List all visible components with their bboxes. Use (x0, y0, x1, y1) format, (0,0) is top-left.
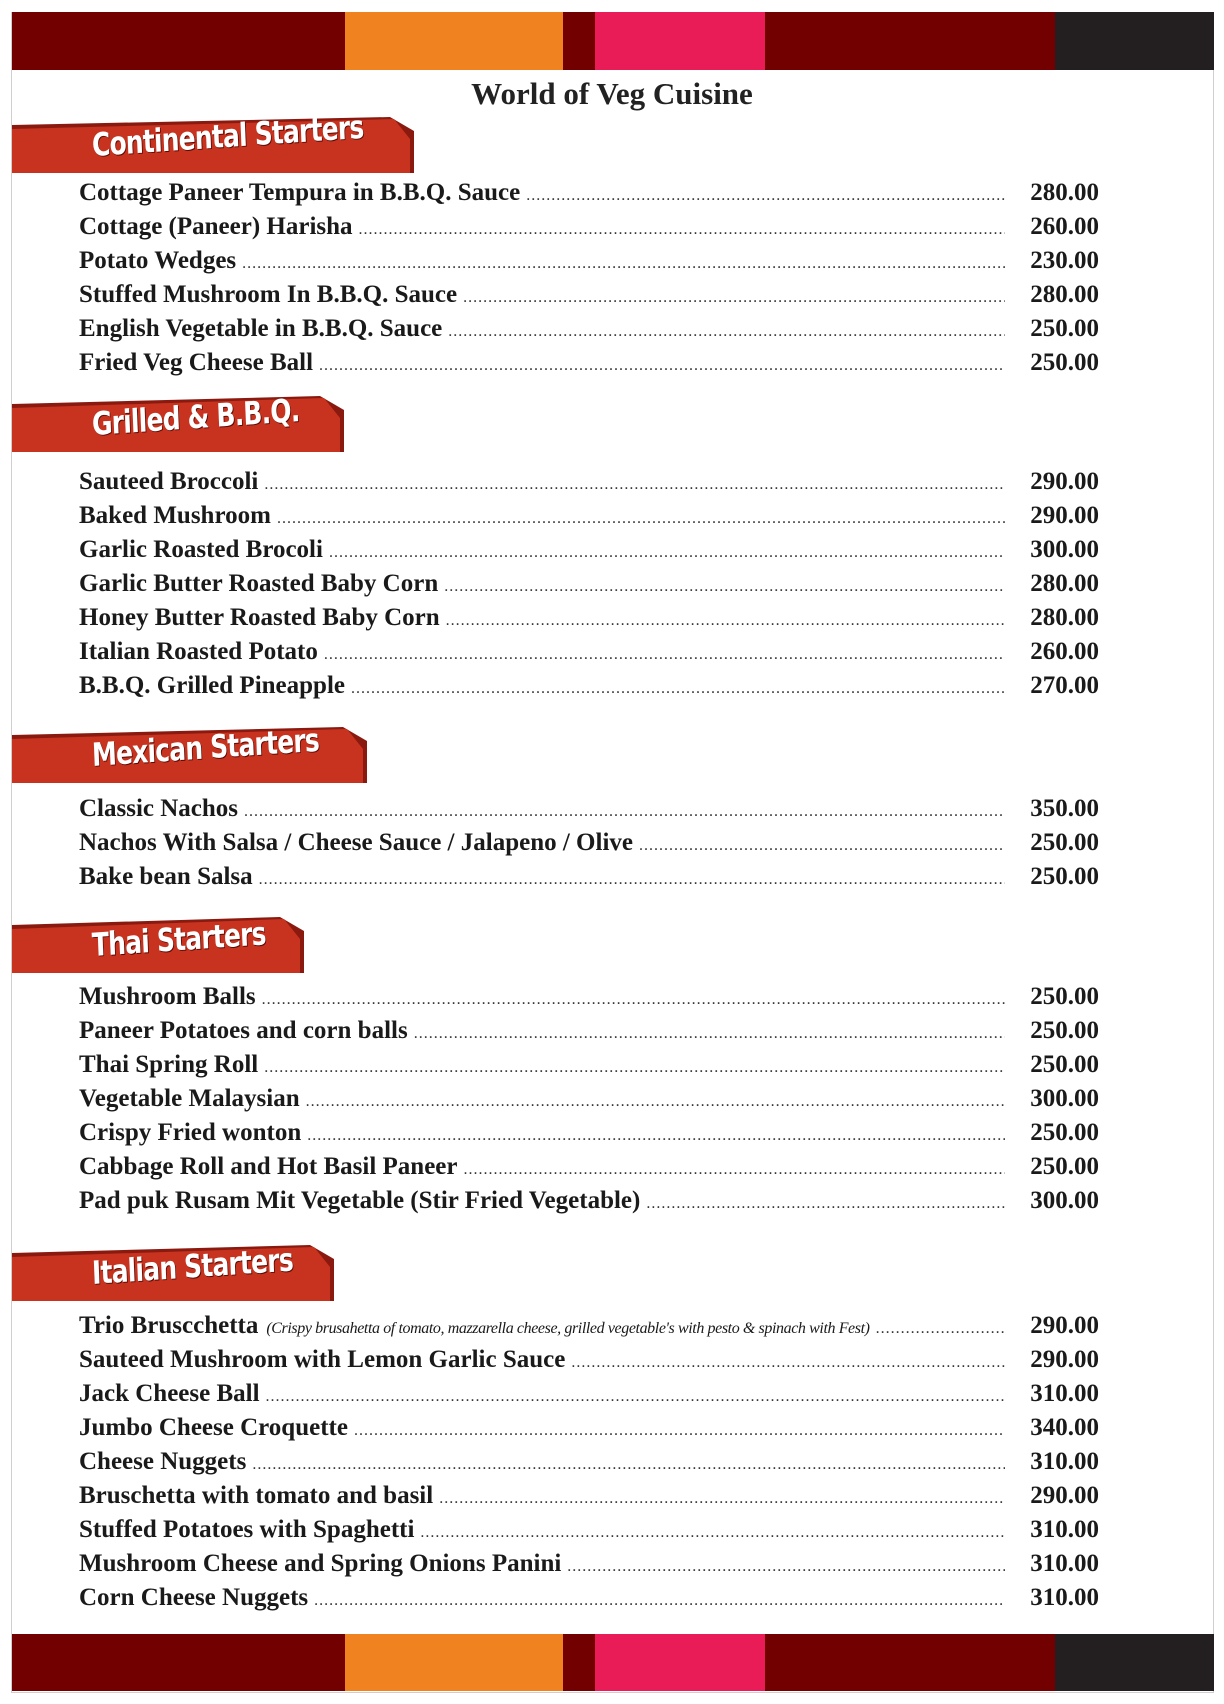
dot-leader (526, 187, 1005, 205)
item-price: 250.00 (1030, 349, 1099, 376)
section-items-continental (79, 179, 1099, 383)
menu-item (79, 795, 1099, 829)
item-name: Trio Bruscchetta (79, 1312, 259, 1339)
item-price: 300.00 (1030, 536, 1099, 563)
dot-leader (464, 1161, 1006, 1179)
dot-leader (446, 612, 1005, 630)
bar-segment-orange (345, 12, 563, 70)
item-name: Classic Nachos (79, 795, 239, 822)
item-name: Baked Mushroom (79, 502, 271, 529)
section-banner-mexican (12, 720, 367, 783)
menu-item (79, 179, 1099, 213)
item-name: Bake bean Salsa (79, 863, 253, 890)
menu-item (79, 1346, 1099, 1380)
item-price: 290.00 (1030, 468, 1099, 495)
item-price: 290.00 (1030, 1346, 1099, 1373)
menu-item (79, 247, 1099, 281)
menu-item (79, 1380, 1099, 1414)
item-name: Cabbage Roll and Hot Basil Paneer (79, 1153, 458, 1180)
item-price: 250.00 (1030, 1153, 1099, 1180)
item-name: Pad puk Rusam Mit Vegetable (Stir Fried Vegetable) (79, 1187, 641, 1214)
menu-item (79, 1153, 1099, 1187)
menu-item (79, 1051, 1099, 1085)
bar-segment-maroon (12, 12, 345, 70)
dot-leader (242, 255, 1005, 273)
menu-item (79, 638, 1099, 672)
bottom-color-bar (12, 1634, 1214, 1691)
section-banner-grilled (12, 391, 344, 452)
item-name: Italian Roasted Potato (79, 638, 318, 665)
item-name: Sauteed Broccoli (79, 468, 259, 495)
bar-segment-dark (1055, 1634, 1214, 1691)
menu-item (79, 349, 1099, 383)
dot-leader (354, 1422, 1005, 1440)
section-items-italian (79, 1312, 1099, 1618)
dot-leader (359, 221, 1005, 239)
item-name: Crispy Fried wonton (79, 1119, 302, 1146)
bar-segment-dark (1055, 12, 1214, 70)
bar-segment-pink (595, 1634, 765, 1691)
section-banner-thai (12, 914, 304, 973)
item-price: 250.00 (1030, 983, 1099, 1010)
item-name: B.B.Q. Grilled Pineapple (79, 672, 345, 699)
item-price: 310.00 (1030, 1380, 1099, 1407)
menu-item (79, 213, 1099, 247)
dot-leader (646, 1195, 1005, 1213)
item-name: Paneer Potatoes and corn balls (79, 1017, 408, 1044)
item-price: 310.00 (1030, 1584, 1099, 1611)
item-price: 290.00 (1030, 502, 1099, 529)
item-price: 340.00 (1030, 1414, 1099, 1441)
menu-item (79, 1448, 1099, 1482)
menu-item (79, 281, 1099, 315)
item-price: 310.00 (1030, 1448, 1099, 1475)
item-price: 230.00 (1030, 247, 1099, 274)
bar-segment-maroon (765, 1634, 1055, 1691)
item-price: 280.00 (1030, 179, 1099, 206)
menu-item (79, 672, 1099, 706)
dot-leader (319, 357, 1005, 375)
dot-leader (277, 510, 1005, 528)
section-items-grilled (79, 468, 1099, 706)
menu-item (79, 1550, 1099, 1584)
menu-item (79, 983, 1099, 1017)
item-name: Mushroom Cheese and Spring Onions Panini (79, 1550, 562, 1577)
menu-item (79, 1584, 1099, 1618)
item-price: 280.00 (1030, 281, 1099, 308)
item-price: 250.00 (1030, 315, 1099, 342)
bar-segment-orange (345, 1634, 563, 1691)
item-name: Honey Butter Roasted Baby Corn (79, 604, 440, 631)
menu-item (79, 1119, 1099, 1153)
item-price: 250.00 (1030, 1017, 1099, 1044)
menu-item (79, 1017, 1099, 1051)
item-price: 270.00 (1030, 672, 1099, 699)
item-price: 290.00 (1030, 1482, 1099, 1509)
menu-item (79, 315, 1099, 349)
menu-item (79, 570, 1099, 604)
bar-segment-maroon (563, 1634, 595, 1691)
item-name: Cottage Paneer Tempura in B.B.Q. Sauce (79, 179, 521, 206)
item-name: Fried Veg Cheese Ball (79, 349, 314, 376)
menu-item (79, 829, 1099, 863)
item-name: Garlic Butter Roasted Baby Corn (79, 570, 439, 597)
dot-leader (448, 323, 1005, 341)
item-price: 300.00 (1030, 1187, 1099, 1214)
menu-item (79, 1414, 1099, 1448)
dot-leader (329, 544, 1005, 562)
dot-leader (414, 1025, 1005, 1043)
page-title: World of Veg Cuisine (471, 76, 753, 111)
item-price: 250.00 (1030, 1051, 1099, 1078)
menu-item (79, 604, 1099, 638)
dot-leader (351, 680, 1005, 698)
dot-leader (244, 803, 1005, 821)
menu-item (79, 1482, 1099, 1516)
menu-item (79, 468, 1099, 502)
item-price: 300.00 (1030, 1085, 1099, 1112)
dot-leader (264, 476, 1005, 494)
item-price: 280.00 (1030, 604, 1099, 631)
item-name: Sauteed Mushroom with Lemon Garlic Sauce (79, 1346, 566, 1373)
menu-item (79, 1312, 1099, 1346)
bar-segment-maroon (563, 12, 595, 70)
item-price: 250.00 (1030, 863, 1099, 890)
item-price: 290.00 (1030, 1312, 1099, 1339)
item-name: Potato Wedges (79, 247, 237, 274)
section-items-thai (79, 983, 1099, 1221)
top-color-bar (12, 12, 1214, 70)
dot-leader (266, 1388, 1005, 1406)
section-title: Continental Starters (91, 107, 365, 164)
item-price: 250.00 (1030, 1119, 1099, 1146)
dot-leader (639, 837, 1005, 855)
item-name: Bruschetta with tomato and basil (79, 1482, 434, 1509)
item-description: (Crispy brusahetta of tomato, mazzarella cheese, grilled vegetable's with pesto & spinach with Fest) (266, 1320, 870, 1337)
dot-leader (324, 646, 1005, 664)
dot-leader (567, 1558, 1005, 1576)
item-price: 310.00 (1030, 1550, 1099, 1577)
bar-segment-maroon (765, 12, 1055, 70)
dot-leader (262, 991, 1005, 1009)
menu-item (79, 1187, 1099, 1221)
item-price: 250.00 (1030, 829, 1099, 856)
section-banner-continental (12, 107, 414, 173)
dot-leader (259, 871, 1005, 889)
section-items-mexican (79, 795, 1099, 897)
dot-leader (444, 578, 1005, 596)
item-name: Garlic Roasted Brocoli (79, 536, 323, 563)
dot-leader (306, 1093, 1005, 1111)
menu-item (79, 536, 1099, 570)
section-title: Mexican Starters (91, 720, 320, 774)
dot-leader (439, 1490, 1005, 1508)
item-name: Cheese Nuggets (79, 1448, 247, 1475)
menu-item (79, 502, 1099, 536)
item-name: Cottage (Paneer) Harisha (79, 213, 353, 240)
item-name: Jumbo Cheese Croquette (79, 1414, 348, 1441)
item-name: English Vegetable in B.B.Q. Sauce (79, 315, 443, 342)
item-name: Corn Cheese Nuggets (79, 1584, 309, 1611)
menu-item (79, 1516, 1099, 1550)
section-title: Thai Starters (91, 914, 267, 964)
item-price: 350.00 (1030, 795, 1099, 822)
item-name: Thai Spring Roll (79, 1051, 259, 1078)
bar-segment-pink (595, 12, 765, 70)
menu-item (79, 1085, 1099, 1119)
dot-leader (463, 289, 1005, 307)
dot-leader (571, 1354, 1005, 1372)
item-name: Jack Cheese Ball (79, 1380, 260, 1407)
menu-item (79, 863, 1099, 897)
dot-leader (307, 1127, 1005, 1145)
dot-leader (252, 1456, 1005, 1474)
item-price: 260.00 (1030, 638, 1099, 665)
item-name: Mushroom Balls (79, 983, 256, 1010)
item-name: Nachos With Salsa / Cheese Sauce / Jalapeno / Olive (79, 829, 633, 856)
dot-leader (876, 1320, 1005, 1338)
item-name: Stuffed Mushroom In B.B.Q. Sauce (79, 281, 458, 308)
item-price: 310.00 (1030, 1516, 1099, 1543)
item-name: Stuffed Potatoes with Spaghetti (79, 1516, 415, 1543)
item-price: 260.00 (1030, 213, 1099, 240)
dot-leader (264, 1059, 1005, 1077)
section-title: Grilled & B.B.Q. (91, 391, 301, 443)
item-name: Vegetable Malaysian (79, 1085, 300, 1112)
section-title: Italian Starters (91, 1240, 294, 1292)
bar-segment-maroon (12, 1634, 345, 1691)
dot-leader (420, 1524, 1005, 1542)
section-banner-italian (12, 1240, 334, 1301)
item-price: 280.00 (1030, 570, 1099, 597)
dot-leader (314, 1592, 1005, 1610)
